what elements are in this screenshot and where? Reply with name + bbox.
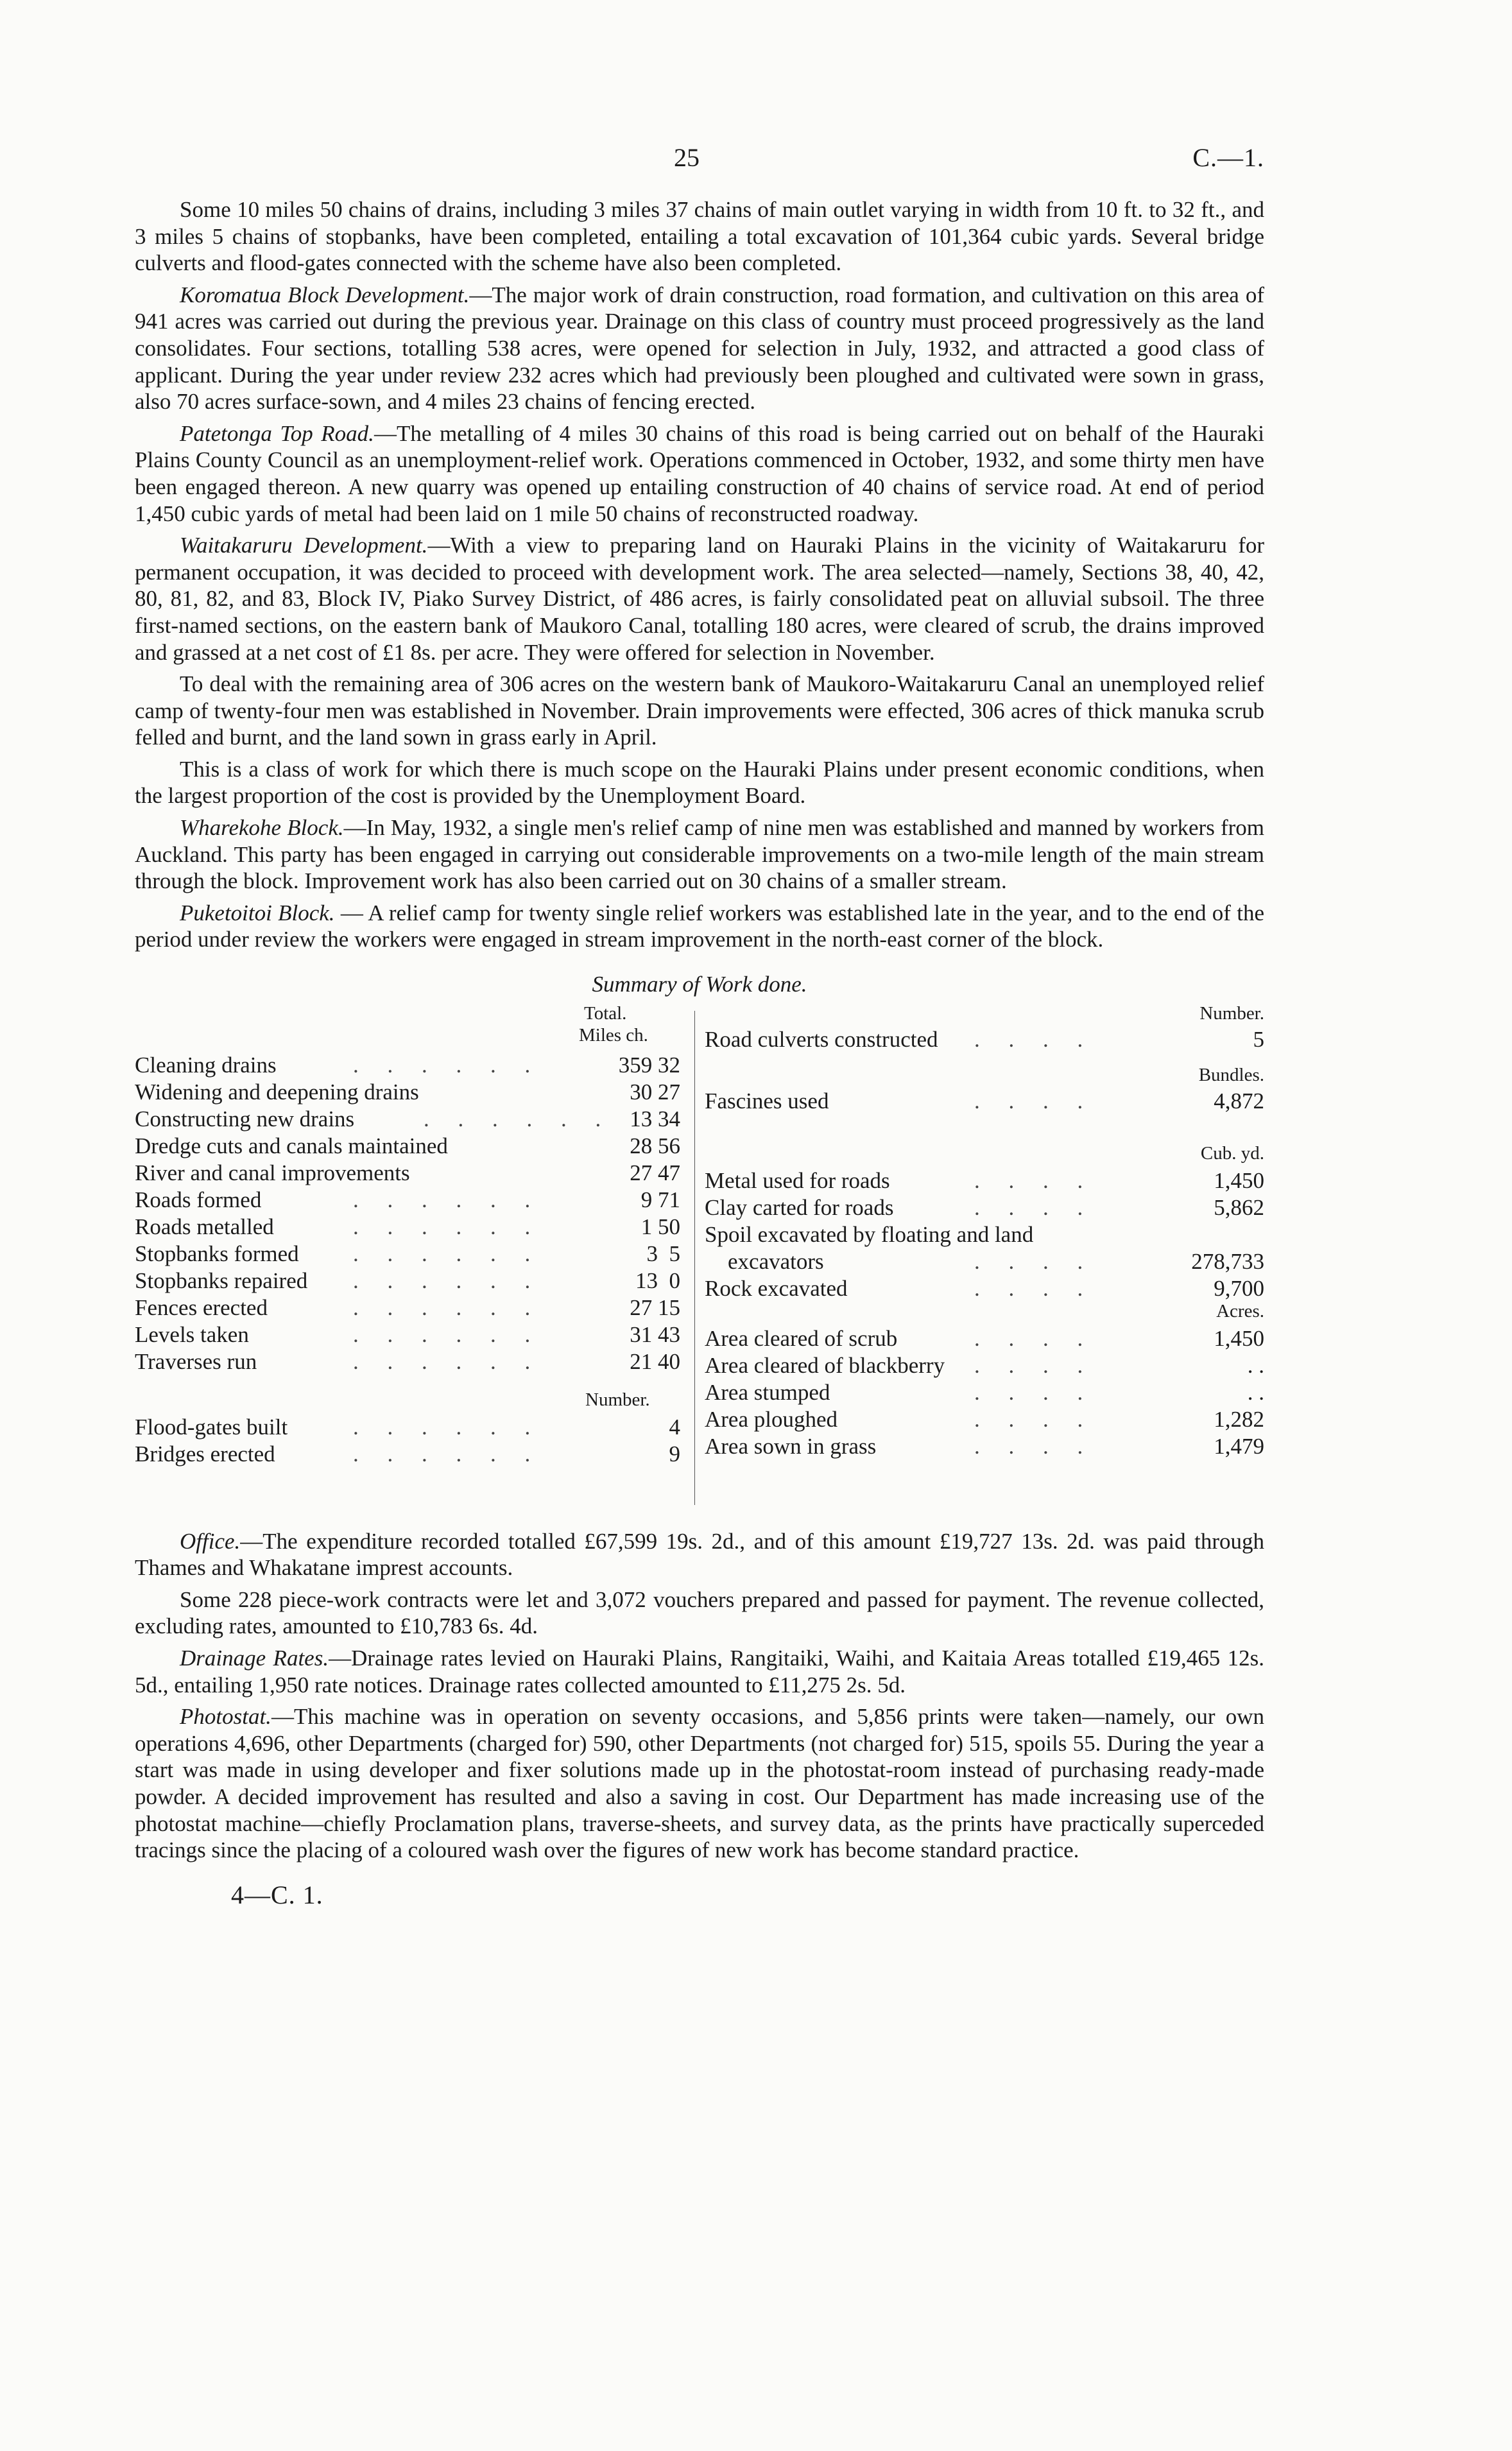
paragraph-text: —The expenditure recorded totalled £67,599 19s. 2d., and of this amount £19,727 13s. 2d. was paid through Thames and Whakatane imprest accounts. (135, 1528, 1264, 1581)
summary-row: Stopbanks formed . . . . . . 3 5 (135, 1241, 680, 1266)
summary-row-label: excavators (728, 1248, 824, 1274)
summary-row: Area sown in grass . . . . 1,479 (705, 1433, 1264, 1459)
summary-row-label: Area cleared of scrub (705, 1325, 898, 1351)
summary-title: Summary of Work done. (592, 972, 807, 997)
summary-row: Metal used for roads . . . . 1,450 (705, 1167, 1264, 1193)
footer-paragraph (135, 1528, 1264, 1581)
summary-row: Area cleared of blackberry . . . . . . (705, 1352, 1264, 1378)
document-code: C.—1. (1192, 143, 1264, 172)
summary-row-value: 13 34 (630, 1106, 680, 1131)
summary-row-value: 3 5 (646, 1241, 680, 1266)
summary-row-label: Area ploughed (705, 1406, 838, 1432)
summary-row (135, 1133, 680, 1160)
page-header (135, 142, 1264, 181)
unit-bundles: Bundles. (1198, 1064, 1264, 1085)
summary-row: Stopbanks repaired . . . . . . 13 0 (135, 1268, 680, 1293)
footer-paragraph (135, 1587, 1264, 1640)
summary-row: Fences erected . . . . . . 27 15 (135, 1294, 680, 1320)
paragraph-list (135, 196, 1264, 953)
page-number: 25 (674, 143, 700, 172)
footer-paragraph (135, 1703, 1264, 1864)
summary-row: Area cleared of scrub . . . . 1,450 (705, 1325, 1264, 1351)
paragraph-text: —In May, 1932, a single men's relief camp of nine men was established and manned by workers from Auckland. This party has been engaged in carrying out considerable improvements on a two-mile length of the main stream through the block. Improvement work has also been carried out on 30 chains of a smaller stream. (135, 815, 1264, 894)
summary-row-value: . . (1247, 1379, 1264, 1405)
summary-row-label: Rock excavated (705, 1275, 848, 1301)
summary-row-label: Widening and deepening drains (135, 1079, 419, 1105)
paragraph-text: — A relief camp for twenty single relief workers was established late in the year, and to the end of the period under review the workers were engaged in stream improvement in the north-east corner of the block. (135, 900, 1264, 952)
unit-number: Number. (585, 1389, 650, 1410)
body-paragraph (135, 196, 1264, 277)
paragraph-heading: Wharekohe Block. (180, 815, 344, 841)
summary-row-value: 1,479 (1214, 1433, 1264, 1459)
paragraph-heading: Puketoitoi Block. (180, 900, 335, 925)
summary-row-value: 359 32 (618, 1052, 680, 1078)
summary-row-value: 1 50 (640, 1214, 680, 1239)
column-divider (694, 1011, 695, 1505)
summary-row-label: Clay carted for roads (705, 1194, 894, 1220)
document-body (135, 196, 1264, 1908)
unit-acres: Acres. (1216, 1300, 1264, 1321)
summary-row-value: 4,872 (1214, 1088, 1264, 1114)
summary-row-value: 1,450 (1214, 1325, 1264, 1351)
paragraph-text: —With a view to preparing land on Hauraki Plains in the vicinity of Waitakaruru for permanent occupation, it was decided to proceed with development work. The area selected—namely, Sections 38, 40, 42, 80, 81, 82, and 83, Block IV, Piako Survey District, of 486 acres, is fairly consolidated peat on alluvial subsoil. The three first-named sections, on the eastern bank of Maukoro Canal, totalling 180 acres, were cleared of scrub, the drains improved and grassed at a net cost of £1 8s. per acre. They were offered for selection in November. (135, 533, 1265, 665)
summary-row-value: 28 56 (630, 1133, 680, 1158)
summary-row: Constructing new drains . . . . . . 13 34 (135, 1106, 680, 1131)
footer-paragraph (135, 1645, 1264, 1698)
summary-row-label: Constructing new drains (135, 1106, 355, 1131)
paragraph-text: —Drainage rates levied on Hauraki Plains, Rangitaiki, Waihi, and Kaitaia Areas totalled £19,465 12s. 5d., entailing 1,950 rate notices. Drainage rates collected amounted to £11,275 2s. 5d. (135, 1646, 1264, 1698)
summary-row (135, 1079, 680, 1106)
document-page (135, 0, 1264, 2451)
summary-row: Bridges erected . . . . . . 9 (135, 1441, 680, 1466)
summary-row: Roads formed . . . . . . 9 71 (135, 1187, 680, 1212)
summary-row-label: Flood-gates built (135, 1414, 288, 1440)
summary-row-label: Area cleared of blackberry (705, 1352, 945, 1378)
summary-row-value: 9 71 (640, 1187, 680, 1212)
summary-row-value: 9 (669, 1441, 680, 1466)
summary-row-value: 278,733 (1191, 1248, 1264, 1274)
body-paragraph (135, 282, 1264, 415)
summary-row: Road culverts constructed . . . . 5 (705, 1026, 1264, 1052)
paragraph-heading: Koromatua Block Development. (180, 282, 470, 307)
summary-row-label: Fences erected (135, 1294, 268, 1320)
summary-row-label: Roads formed (135, 1187, 262, 1212)
unit-number-right: Number. (1199, 1002, 1264, 1024)
summary-row: Clay carted for roads . . . . 5,862 (705, 1194, 1264, 1220)
summary-row-label: Dredge cuts and canals maintained (135, 1133, 448, 1158)
paragraph-text: —This machine was in operation on seventy occasions, and 5,856 prints were taken—namely, our own operations 4,696, other Departments (charged for) 590, other Departments (not charged for) 515, spoils 55. During the year a start was made in using developer and fixer solutions made up in the photostat-room instead of purchasing ready-made powder. A decided improvement has resulted and also a saving in cost. Our Department has made increasing use of the photostat machine—chiefly Proclamation plans, traverse-sheets, and survey data, as the prints have practically superceded tracings since the placing of a coloured wash over the figures of new work has become standard practice. (135, 1704, 1264, 1863)
footer-paragraph-list (135, 1528, 1264, 1864)
summary-row-label: Fascines used (705, 1088, 829, 1114)
summary-row-label: Stopbanks formed (135, 1241, 299, 1266)
body-paragraph (135, 671, 1264, 751)
summary-row: Cleaning drains . . . . . . 359 32 (135, 1052, 680, 1078)
summary-row-value: 1,450 (1214, 1167, 1264, 1193)
summary-row: Roads metalled . . . . . . 1 50 (135, 1214, 680, 1239)
summary-row: Area ploughed . . . . 1,282 (705, 1406, 1264, 1432)
summary-row-label: Levels taken (135, 1321, 249, 1347)
paragraph-text: Some 10 miles 50 chains of drains, including 3 miles 37 chains of main outlet varying in width from 10 ft. to 32 ft., and 3 miles 5 chains of stopbanks, have been completed, entailing a total excavation of 101,364 cubic yards. Several bridge culverts and flood-gates connected with the scheme have also been completed. (135, 197, 1264, 276)
unit-total: Total. (584, 1002, 627, 1024)
summary-table (135, 1001, 1264, 1519)
summary-row: Area stumped . . . . . . (705, 1379, 1264, 1405)
paragraph-text: To deal with the remaining area of 306 acres on the western bank of Maukoro-Waitakaruru Canal an unemployed relief camp of twenty-four men was established in November. Drain improvements were effected, 306 acres of thick manuka scrub felled and burnt, and the land sown in grass early in April. (135, 671, 1264, 750)
paragraph-heading: Drainage Rates. (180, 1646, 329, 1671)
summary-row-value: 13 0 (635, 1268, 680, 1293)
paragraph-heading: Office. (180, 1528, 241, 1554)
body-paragraph (135, 814, 1264, 895)
summary-row-value: 4 (669, 1414, 680, 1440)
paragraph-heading: Photostat. (180, 1704, 271, 1730)
summary-row-value: . . (1247, 1352, 1264, 1378)
summary-row-value: 31 43 (630, 1321, 680, 1347)
paragraph-text: Some 228 piece-work contracts were let and 3,072 vouchers prepared and passed for payment. The revenue collected, excluding rates, amounted to £10,783 6s. 4d. (135, 1587, 1264, 1639)
summary-row-label: Cleaning drains (135, 1052, 277, 1078)
paragraph-text: This is a class of work for which there is much scope on the Hauraki Plains under present economic conditions, when the largest proportion of the cost is provided by the Unemployment Board. (135, 756, 1264, 809)
body-paragraph (135, 420, 1264, 527)
summary-row-label: River and canal improvements (135, 1160, 410, 1185)
summary-row: Rock excavated . . . . 9,700 (705, 1275, 1264, 1301)
summary-row-label: Roads metalled (135, 1214, 274, 1239)
summary-row-value: 5,862 (1214, 1194, 1264, 1220)
paragraph-heading: Waitakaruru Development. (180, 533, 428, 558)
summary-row: Traverses run . . . . . . 21 40 (135, 1348, 680, 1374)
summary-row-value: 30 27 (630, 1079, 680, 1105)
summary-row-value: 5 (1253, 1026, 1264, 1052)
summary-row-label: Traverses run (135, 1348, 257, 1374)
summary-row-value: 21 40 (630, 1348, 680, 1374)
summary-row-label: Area sown in grass (705, 1433, 877, 1459)
summary-row-value: 9,700 (1214, 1275, 1264, 1301)
summary-row-value: 1,282 (1214, 1406, 1264, 1432)
summary-row: Flood-gates built . . . . . . 4 (135, 1414, 680, 1440)
paragraph-heading: Patetonga Top Road. (180, 420, 374, 446)
unit-miles-ch: Miles ch. (579, 1024, 648, 1045)
summary-row-label: Bridges erected (135, 1441, 275, 1466)
summary-row-label: Spoil excavated by floating and land (705, 1221, 1034, 1247)
summary-row (135, 1160, 680, 1187)
paragraph-text: —The metalling of 4 miles 30 chains of this road is being carried out on behalf of the Hauraki Plains County Council as an unemployment-relief work. Operations commenced in October, 1932, and some thirty men have been engaged thereon. A new quarry was opened up entailing construction of 40 chains of service road. At end of period 1,450 cubic yards of metal had been laid on 1 mile 50 chains of reconstructed roadway. (135, 420, 1265, 526)
summary-row-value: 27 47 (630, 1160, 680, 1185)
unit-cub-yd: Cub. yd. (1200, 1142, 1264, 1164)
summary-row-label: Stopbanks repaired (135, 1268, 308, 1293)
paragraph-text: —The major work of drain construction, road formation, and cultivation on this area of 941 acres was carried out during the previous year. Drainage on this class of country must proceed progressively as the land consolidates. Four sections, totalling 538 acres, were opened for selection in July, 1932, and attracted a good class of applicant. During the year under review 232 acres which had previously been ploughed and cultivated were sown in grass, also 70 acres surface-sown, and 4 miles 23 chains of fencing erected. (135, 282, 1264, 415)
summary-row-label: Area stumped (705, 1379, 830, 1405)
summary-row: Fascines used . . . . 4,872 (705, 1088, 1264, 1114)
summary-row-value: 27 15 (630, 1294, 680, 1320)
body-paragraph (135, 900, 1264, 953)
summary-row-label: Metal used for roads (705, 1167, 890, 1193)
summary-row: Levels taken . . . . . . 31 43 (135, 1321, 680, 1347)
body-paragraph (135, 532, 1264, 666)
summary-row-label: Road culverts constructed (705, 1026, 938, 1052)
summary-row: excavators . . . . 278,733 (728, 1248, 1264, 1274)
body-paragraph (135, 756, 1264, 809)
summary-row (705, 1221, 1264, 1248)
sheet-mark: 4—C. 1. (231, 1880, 323, 1909)
